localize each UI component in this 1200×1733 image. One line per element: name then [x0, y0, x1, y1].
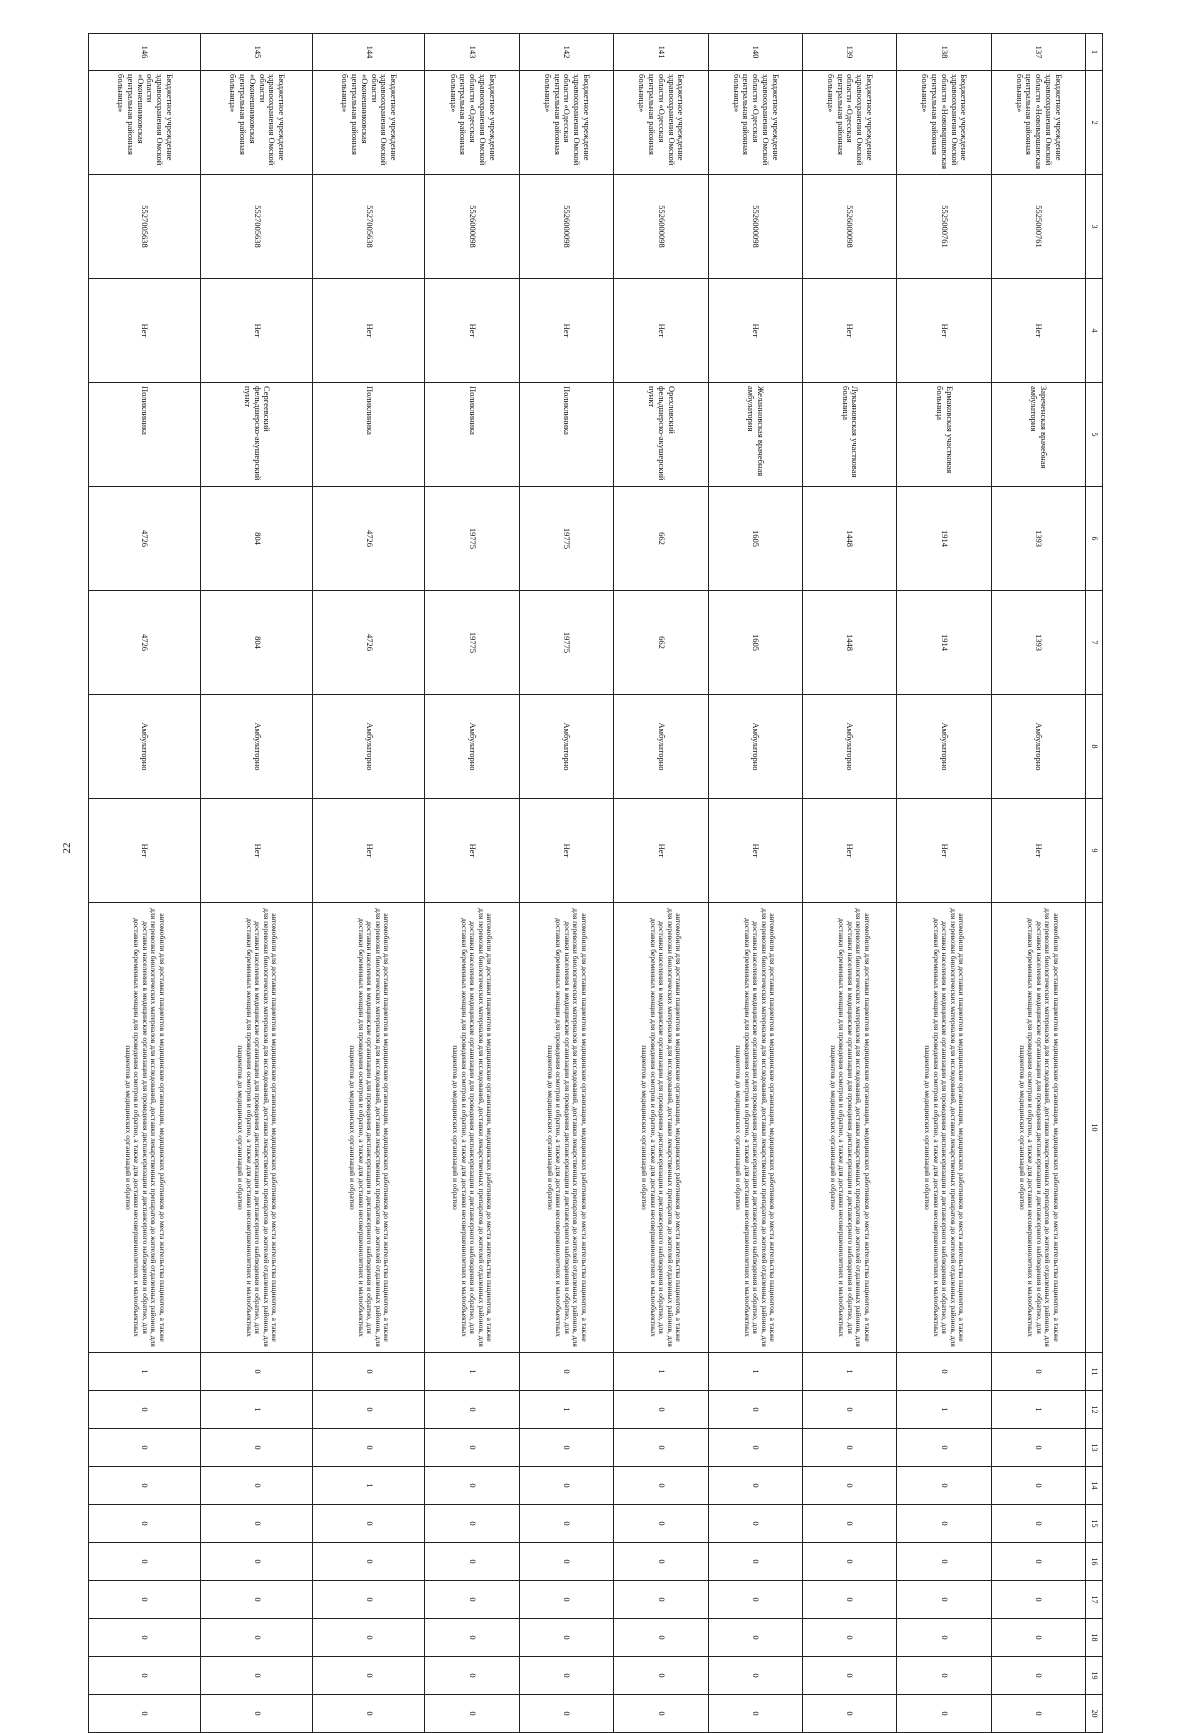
page-number: 22: [61, 842, 73, 854]
table-cell: 1605: [708, 591, 802, 695]
table-cell: 0: [425, 1467, 519, 1505]
table-cell: 0: [89, 1581, 201, 1619]
table-row: [313, 34, 425, 1733]
table-cell: Амбулаторно: [425, 695, 519, 799]
table-cell: Орехловский фельдшерско-акушерский пункт: [614, 383, 708, 487]
table-cell: 0: [201, 1353, 313, 1391]
table-cell: автомобили для доставки пациентов в медицинские организации, медицинских работников до места жительства пациентов, а также для перевозки биологических материалов для исследований, доставки лекарственных препаратов до жителей отдаленных районов, для доставки населения в медицинские организации для проведения диспансеризации и диспансерного наблюдения и обратно, для доставки беременных женщин для проведения осмотров и обратно, а также для доставки несовершеннолетних и малообъектных пациентов до медицинских организаций и обратно: [802, 903, 896, 1353]
table-cell: 0: [708, 1543, 802, 1581]
table-cell: 0: [313, 1353, 425, 1391]
table-cell: 1: [991, 1391, 1085, 1429]
table-cell: Нет: [201, 799, 313, 903]
column-header: 4: [1086, 279, 1103, 383]
table-cell: 0: [89, 1657, 201, 1695]
table-cell: 5527005638: [201, 175, 313, 279]
table-cell: 0: [519, 1429, 613, 1467]
table-cell: Бюджетное учреждение здравоохранения Омской области «Нововаршавская центральная районная больница»: [991, 71, 1085, 175]
column-header: 10: [1086, 903, 1103, 1353]
table-cell: Сергеевский фельдшерско-акушерский пункт: [201, 383, 313, 487]
table-cell: Поликлиника: [425, 383, 519, 487]
table-cell: автомобили для доставки пациентов в медицинские организации, медицинских работников до места жительства пациентов, а также для перевозки биологических материалов для исследований, доставки лекарственных препаратов до жителей отдаленных районов, для доставки населения в медицинские организации для проведения диспансеризации и диспансерного наблюдения и обратно, для доставки беременных женщин для проведения осмотров и обратно, а также для доставки несовершеннолетних и малообъектных пациентов до медицинских организаций и обратно: [519, 903, 613, 1353]
table-cell: 0: [313, 1543, 425, 1581]
table-cell: 0: [313, 1695, 425, 1733]
table-cell: Нет: [313, 279, 425, 383]
table-cell: Амбулаторно: [708, 695, 802, 799]
table-cell: 662: [614, 487, 708, 591]
table-cell: 0: [519, 1695, 613, 1733]
table-cell: 0: [991, 1543, 1085, 1581]
table-cell: 0: [425, 1695, 519, 1733]
table-cell: 0: [313, 1391, 425, 1429]
table-cell: 0: [897, 1353, 991, 1391]
table-cell: 0: [425, 1657, 519, 1695]
table-cell: 0: [991, 1505, 1085, 1543]
table-cell: 0: [201, 1505, 313, 1543]
table-cell: Нет: [708, 799, 802, 903]
table-cell: Бюджетное учреждение здравоохранения Омской области «Нововаршавская центральная районная больница»: [897, 71, 991, 175]
table-cell: Нет: [802, 799, 896, 903]
table-cell: 0: [313, 1619, 425, 1657]
table-cell: 662: [614, 591, 708, 695]
column-header: 19: [1086, 1657, 1103, 1695]
table-cell: 1914: [897, 591, 991, 695]
table-cell: 5526000098: [802, 175, 896, 279]
table-cell: 1448: [802, 591, 896, 695]
table-cell: 0: [897, 1467, 991, 1505]
table-cell: 804: [201, 487, 313, 591]
table-row: [425, 34, 519, 1733]
table-cell: 0: [313, 1657, 425, 1695]
table-cell: 4726: [89, 591, 201, 695]
table-cell: Зареченская врачебная амбулатория: [991, 383, 1085, 487]
table-cell: 0: [201, 1619, 313, 1657]
column-header: 15: [1086, 1505, 1103, 1543]
table-cell: 0: [991, 1353, 1085, 1391]
column-header: 1: [1086, 34, 1103, 71]
rotated-table-container: [88, 33, 1103, 1718]
table-cell: 0: [425, 1543, 519, 1581]
table-cell: Нет: [897, 279, 991, 383]
column-header: 3: [1086, 175, 1103, 279]
table-cell: 1605: [708, 487, 802, 591]
table-cell: 0: [614, 1429, 708, 1467]
column-header: 14: [1086, 1467, 1103, 1505]
table-cell: Амбулаторно: [519, 695, 613, 799]
table-cell: 1: [708, 1353, 802, 1391]
table-cell: 145: [201, 34, 313, 71]
table-cell: 0: [425, 1581, 519, 1619]
table-cell: Бюджетное учреждение здравоохранения Омской области «Одесская центральная районная больница»: [614, 71, 708, 175]
table-cell: 0: [313, 1429, 425, 1467]
table-cell: 5527005638: [313, 175, 425, 279]
table-cell: Амбулаторно: [802, 695, 896, 799]
table-cell: 0: [519, 1657, 613, 1695]
table-row: [519, 34, 613, 1733]
table-cell: Амбулаторно: [991, 695, 1085, 799]
table-cell: автомобили для доставки пациентов в медицинские организации, медицинских работников до места жительства пациентов, а также для перевозки биологических материалов для исследований, доставки лекарственных препаратов до жителей отдаленных районов, для доставки населения в медицинские организации для проведения диспансеризации и диспансерного наблюдения и обратно, для доставки беременных женщин для проведения осмотров и обратно, а также для доставки несовершеннолетних и малообъектных пациентов до медицинских организаций и обратно: [897, 903, 991, 1353]
table-cell: 1: [201, 1391, 313, 1429]
table-cell: 0: [708, 1391, 802, 1429]
table-cell: Нет: [519, 279, 613, 383]
table-cell: 0: [614, 1543, 708, 1581]
column-header: 7: [1086, 591, 1103, 695]
table-cell: 4726: [89, 487, 201, 591]
table-cell: 0: [519, 1543, 613, 1581]
table-cell: Желанновская врачебная амбулатория: [708, 383, 802, 487]
table-cell: 0: [614, 1695, 708, 1733]
table-cell: Нет: [991, 799, 1085, 903]
table-cell: 0: [991, 1657, 1085, 1695]
table-cell: 0: [897, 1695, 991, 1733]
table-cell: 0: [201, 1543, 313, 1581]
table-cell: 0: [991, 1619, 1085, 1657]
table-cell: 19775: [425, 487, 519, 591]
table-cell: 1393: [991, 591, 1085, 695]
table-cell: 0: [89, 1505, 201, 1543]
table-cell: 0: [89, 1619, 201, 1657]
data-table: [88, 33, 1103, 1733]
table-cell: 1: [802, 1353, 896, 1391]
table-cell: 0: [89, 1543, 201, 1581]
table-cell: Нет: [201, 279, 313, 383]
table-cell: 5525000761: [991, 175, 1085, 279]
table-cell: Нет: [425, 799, 519, 903]
table-cell: Нет: [708, 279, 802, 383]
table-cell: 19775: [519, 591, 613, 695]
table-cell: 0: [897, 1657, 991, 1695]
table-cell: Нет: [425, 279, 519, 383]
table-cell: Поликлиника: [519, 383, 613, 487]
table-cell: Нет: [89, 279, 201, 383]
table-cell: 137: [991, 34, 1085, 71]
table-cell: 0: [519, 1353, 613, 1391]
table-cell: 0: [201, 1581, 313, 1619]
table-cell: 0: [708, 1657, 802, 1695]
table-cell: 0: [519, 1505, 613, 1543]
table-cell: 0: [802, 1391, 896, 1429]
table-cell: 146: [89, 34, 201, 71]
table-cell: Бюджетное учреждение здравоохранения Омской области «Оконешниковская центральная районная больница»: [313, 71, 425, 175]
column-header: 6: [1086, 487, 1103, 591]
table-cell: 0: [425, 1391, 519, 1429]
table-cell: 138: [897, 34, 991, 71]
table-cell: 0: [89, 1429, 201, 1467]
column-header: 13: [1086, 1429, 1103, 1467]
table-cell: 1: [614, 1353, 708, 1391]
column-header: 18: [1086, 1619, 1103, 1657]
table-cell: автомобили для доставки пациентов в медицинские организации, медицинских работников до места жительства пациентов, а также для перевозки биологических материалов для исследований, доставки лекарственных препаратов до жителей отдаленных районов, для доставки населения в медицинские организации для проведения диспансеризации и диспансерного наблюдения и обратно, для доставки беременных женщин для проведения осмотров и обратно, а также для доставки несовершеннолетних и малообъектных пациентов до медицинских организаций и обратно: [991, 903, 1085, 1353]
table-cell: Нет: [614, 279, 708, 383]
table-cell: Амбулаторно: [201, 695, 313, 799]
table-cell: Бюджетное учреждение здравоохранения Омской области «Одесская центральная районная больница»: [708, 71, 802, 175]
column-header: 16: [1086, 1543, 1103, 1581]
table-cell: 1: [897, 1391, 991, 1429]
table-cell: 0: [614, 1581, 708, 1619]
table-cell: 0: [313, 1581, 425, 1619]
table-cell: 1914: [897, 487, 991, 591]
table-cell: 0: [897, 1505, 991, 1543]
table-cell: Поликлиника: [89, 383, 201, 487]
table-cell: 0: [991, 1695, 1085, 1733]
table-cell: 0: [201, 1657, 313, 1695]
header-row: [1086, 34, 1103, 1733]
table-cell: 0: [614, 1467, 708, 1505]
table-cell: 0: [614, 1619, 708, 1657]
table-cell: 5526000098: [614, 175, 708, 279]
table-cell: автомобили для доставки пациентов в медицинские организации, медицинских работников до места жительства пациентов, а также для перевозки биологических материалов для исследований, доставки лекарственных препаратов до жителей отдаленных районов, для доставки населения в медицинские организации для проведения диспансеризации и диспансерного наблюдения и обратно, для доставки беременных женщин для проведения осмотров и обратно, а также для доставки несовершеннолетних и малообъектных пациентов до медицинских организаций и обратно: [708, 903, 802, 1353]
table-cell: 139: [802, 34, 896, 71]
table-cell: автомобили для доставки пациентов в медицинские организации, медицинских работников до места жительства пациентов, а также для перевозки биологических материалов для исследований, доставки лекарственных препаратов до жителей отдаленных районов, для доставки населения в медицинские организации для проведения диспансеризации и диспансерного наблюдения и обратно, для доставки беременных женщин для проведения осмотров и обратно, а также для доставки несовершеннолетних и малообъектных пациентов до медицинских организаций и обратно: [313, 903, 425, 1353]
table-cell: 144: [313, 34, 425, 71]
table-cell: 0: [519, 1581, 613, 1619]
table-cell: автомобили для доставки пациентов в медицинские организации, медицинских работников до места жительства пациентов, а также для перевозки биологических материалов для исследований, доставки лекарственных препаратов до жителей отдаленных районов, для доставки населения в медицинские организации для проведения диспансеризации и диспансерного наблюдения и обратно, для доставки беременных женщин для проведения осмотров и обратно, а также для доставки несовершеннолетних и малообъектных пациентов до медицинских организаций и обратно: [89, 903, 201, 1353]
table-cell: 142: [519, 34, 613, 71]
table-cell: Ермаковская участковая больница: [897, 383, 991, 487]
table-cell: 0: [802, 1543, 896, 1581]
table-cell: 1393: [991, 487, 1085, 591]
table-cell: Нет: [897, 799, 991, 903]
column-header: 8: [1086, 695, 1103, 799]
table-cell: Поликлиника: [313, 383, 425, 487]
table-cell: 1448: [802, 487, 896, 591]
table-cell: 19775: [425, 591, 519, 695]
table-cell: 0: [708, 1619, 802, 1657]
table-cell: 0: [802, 1619, 896, 1657]
table-cell: Лукьяновская участковая больница: [802, 383, 896, 487]
table-cell: 140: [708, 34, 802, 71]
table-cell: 0: [89, 1695, 201, 1733]
table-row: [89, 34, 201, 1733]
table-row: [991, 34, 1085, 1733]
table-cell: 804: [201, 591, 313, 695]
table-cell: Бюджетное учреждение здравоохранения Омской области «Оконешниковская центральная районная больница»: [89, 71, 201, 175]
table-cell: автомобили для доставки пациентов в медицинские организации, медицинских работников до места жительства пациентов, а также для перевозки биологических материалов для исследований, доставки лекарственных препаратов до жителей отдаленных районов, для доставки населения в медицинские организации для проведения диспансеризации и диспансерного наблюдения и обратно, для доставки беременных женщин для проведения осмотров и обратно, а также для доставки несовершеннолетних и малообъектных пациентов до медицинских организаций и обратно: [614, 903, 708, 1353]
table-cell: 0: [708, 1429, 802, 1467]
table-cell: 0: [897, 1581, 991, 1619]
table-cell: 1: [519, 1391, 613, 1429]
table-cell: автомобили для доставки пациентов в медицинские организации, медицинских работников до места жительства пациентов, а также для перевозки биологических материалов для исследований, доставки лекарственных препаратов до жителей отдаленных районов, для доставки населения в медицинские организации для проведения диспансеризации и диспансерного наблюдения и обратно, для доставки беременных женщин для проведения осмотров и обратно, а также для доставки несовершеннолетних и малообъектных пациентов до медицинских организаций и обратно: [425, 903, 519, 1353]
table-cell: 0: [614, 1391, 708, 1429]
table-cell: 0: [201, 1429, 313, 1467]
column-header: 17: [1086, 1581, 1103, 1619]
table-cell: 0: [425, 1505, 519, 1543]
table-cell: 5525000761: [897, 175, 991, 279]
table-cell: 0: [89, 1391, 201, 1429]
table-cell: 5526000098: [425, 175, 519, 279]
table-row: [201, 34, 313, 1733]
table-cell: 5527005638: [89, 175, 201, 279]
table-cell: 0: [614, 1505, 708, 1543]
table-cell: 0: [708, 1695, 802, 1733]
table-cell: 143: [425, 34, 519, 71]
table-cell: 0: [897, 1429, 991, 1467]
column-header: 5: [1086, 383, 1103, 487]
table-cell: 0: [802, 1505, 896, 1543]
table-cell: Бюджетное учреждение здравоохранения Омской области «Оконешниковская центральная районная больница»: [201, 71, 313, 175]
table-cell: 0: [89, 1467, 201, 1505]
table-cell: 0: [708, 1467, 802, 1505]
table-cell: 141: [614, 34, 708, 71]
table-row: [708, 34, 802, 1733]
table-cell: Амбулаторно: [89, 695, 201, 799]
table-cell: 0: [425, 1619, 519, 1657]
table-row: [614, 34, 708, 1733]
column-header: 9: [1086, 799, 1103, 903]
table-cell: 5526000098: [519, 175, 613, 279]
table-cell: 1: [425, 1353, 519, 1391]
table-cell: 1: [313, 1467, 425, 1505]
table-cell: 0: [425, 1429, 519, 1467]
table-cell: 0: [802, 1695, 896, 1733]
table-cell: Нет: [313, 799, 425, 903]
table-cell: 0: [802, 1657, 896, 1695]
table-cell: 4726: [313, 591, 425, 695]
column-header: 2: [1086, 71, 1103, 175]
table-cell: Бюджетное учреждение здравоохранения Омской области «Одесская центральная районная больница»: [425, 71, 519, 175]
table-cell: 0: [614, 1657, 708, 1695]
table-cell: 1: [89, 1353, 201, 1391]
table-cell: 0: [802, 1467, 896, 1505]
table-cell: 0: [201, 1695, 313, 1733]
table-cell: автомобили для доставки пациентов в медицинские организации, медицинских работников до места жительства пациентов, а также для перевозки биологических материалов для исследований, доставки лекарственных препаратов до жителей отдаленных районов, для доставки населения в медицинские организации для проведения диспансеризации и диспансерного наблюдения и обратно, для доставки беременных женщин для проведения осмотров и обратно, а также для доставки несовершеннолетних и малообъектных пациентов до медицинских организаций и обратно: [201, 903, 313, 1353]
table-cell: Нет: [89, 799, 201, 903]
table-cell: Нет: [991, 279, 1085, 383]
column-header: 12: [1086, 1391, 1103, 1429]
column-header: 20: [1086, 1695, 1103, 1733]
table-cell: 0: [708, 1581, 802, 1619]
table-cell: Нет: [802, 279, 896, 383]
table-cell: Нет: [614, 799, 708, 903]
table-cell: Амбулаторно: [313, 695, 425, 799]
table-cell: Бюджетное учреждение здравоохранения Омской области «Одесская центральная районная больница»: [519, 71, 613, 175]
table-cell: 0: [519, 1467, 613, 1505]
table-cell: Амбулаторно: [614, 695, 708, 799]
table-cell: Нет: [519, 799, 613, 903]
table-cell: 0: [991, 1429, 1085, 1467]
column-header: 11: [1086, 1353, 1103, 1391]
table-cell: 0: [802, 1429, 896, 1467]
table-cell: 0: [519, 1619, 613, 1657]
table-cell: 0: [201, 1467, 313, 1505]
table-cell: 0: [708, 1505, 802, 1543]
table-cell: 0: [802, 1581, 896, 1619]
table-row: [897, 34, 991, 1733]
table-cell: 4726: [313, 487, 425, 591]
table-cell: 0: [313, 1505, 425, 1543]
table-cell: Амбулаторно: [897, 695, 991, 799]
table-cell: 0: [897, 1543, 991, 1581]
table-cell: 0: [991, 1581, 1085, 1619]
table-cell: 0: [897, 1619, 991, 1657]
table-cell: Бюджетное учреждение здравоохранения Омской области «Одесская центральная районная больница»: [802, 71, 896, 175]
table-cell: 5526000098: [708, 175, 802, 279]
table-row: [802, 34, 896, 1733]
table-cell: 19775: [519, 487, 613, 591]
table-cell: 0: [991, 1467, 1085, 1505]
